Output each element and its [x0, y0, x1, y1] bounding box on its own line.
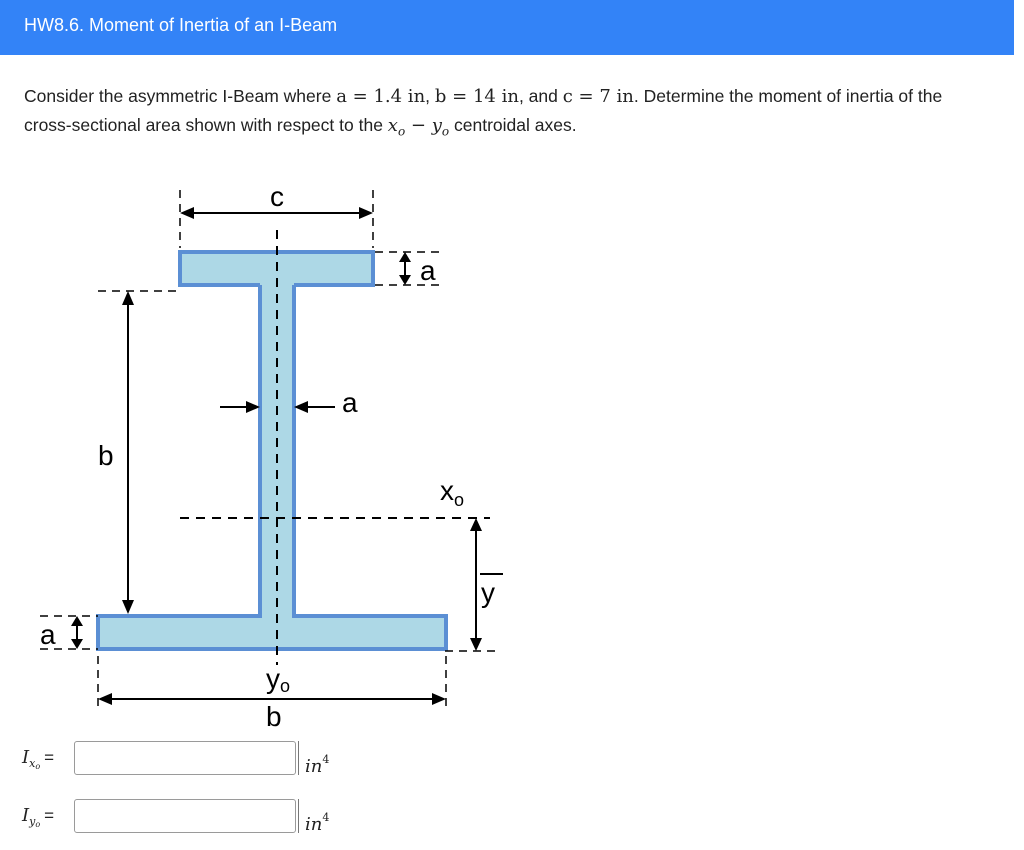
problem-statement	[24, 82, 984, 147]
b-value: b = 14 in	[434, 86, 519, 107]
ixo-unit: $in^4$	[298, 741, 335, 775]
label-a-top: a	[420, 255, 436, 286]
problem-text: , and	[518, 86, 563, 106]
problem-text: ,	[425, 86, 435, 106]
problem-text: Consider the asymmetric I-Beam where	[24, 86, 337, 106]
label-ybar: y	[481, 577, 495, 608]
label-yo: yo	[266, 663, 291, 696]
label-b-width: b	[266, 701, 282, 730]
iyo-input[interactable]	[74, 799, 296, 833]
problem-text: . Determine the moment of inertia of the cross-sectional area shown with respect to the	[24, 86, 943, 135]
iyo-unit: $in^4$	[298, 799, 335, 833]
label-xo: $x_o$	[440, 475, 465, 510]
a-value: a = 1.4 in	[336, 86, 426, 107]
label-a-web: a	[342, 387, 358, 418]
label-a-bottom: a	[40, 619, 56, 650]
label-c: c	[270, 181, 284, 212]
question-title: HW8.6. Moment of Inertia of an I-Beam	[24, 15, 338, 35]
i-beam-figure	[0, 170, 560, 730]
c-value: c = 7 in	[562, 86, 634, 107]
iyo-label: $I_{yo}$ =	[22, 805, 55, 829]
ixo-input[interactable]	[74, 741, 296, 775]
axes-label: $x_o - y_o$	[387, 115, 450, 139]
question-header	[0, 0, 1014, 55]
problem-text: centroidal axes.	[449, 115, 577, 135]
ixo-label: $I_{xo}$ =	[22, 747, 55, 771]
label-b-height: b	[98, 440, 114, 471]
